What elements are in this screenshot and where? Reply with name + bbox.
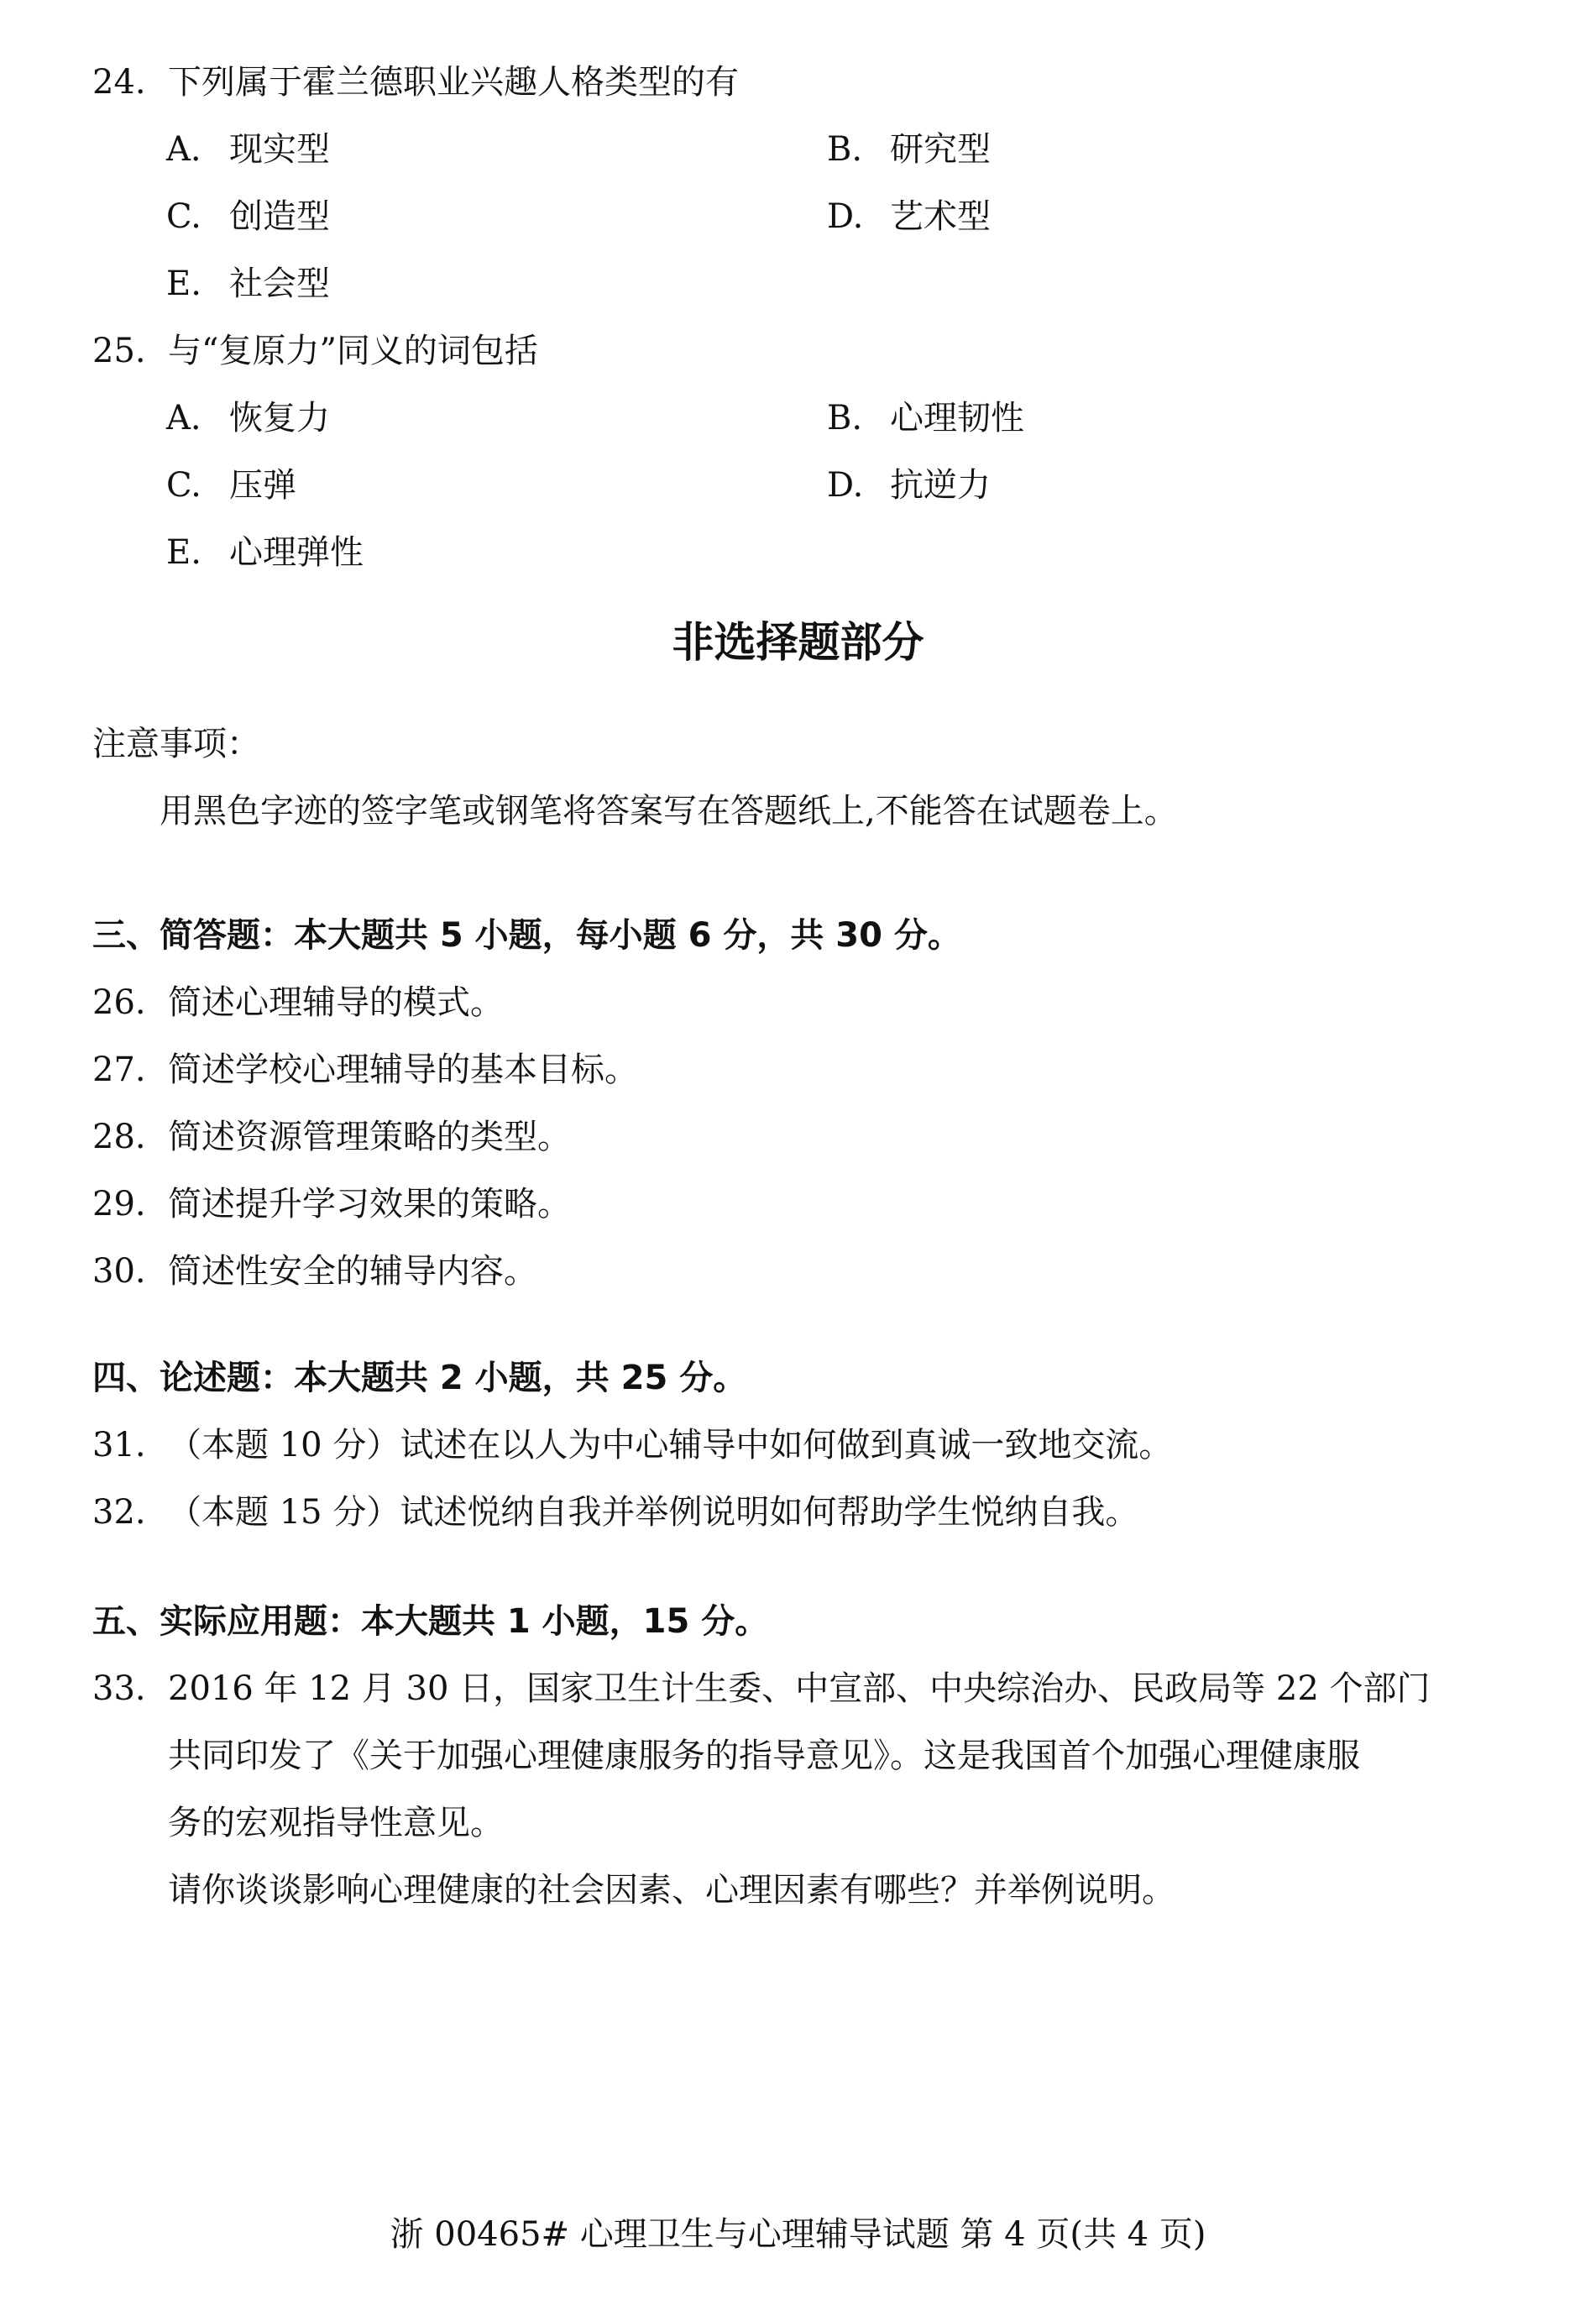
question-26	[92, 981, 504, 1024]
option-d	[827, 464, 991, 507]
option-b	[827, 396, 1024, 440]
notice-text: 用黑色字迹的签字笔或钢笔将答案写在答题纸上,不能答在试题卷上。	[160, 792, 1178, 830]
question-number: 33.	[92, 1669, 146, 1708]
question-number: 24.	[92, 63, 146, 102]
question-number: 31.	[92, 1426, 146, 1464]
option-d	[827, 195, 991, 238]
question-text: （本题 10 分）试述在以人为中心辅导中如何做到真诚一致地交流。	[168, 1426, 1173, 1464]
question-text: 下列属于霍兰德职业兴趣人格类型的有	[168, 63, 739, 102]
page-footer: 浙 00465# 心理卫生与心理辅导试题 第 4 页(共 4 页)	[390, 2215, 1206, 2254]
question-28	[92, 1115, 571, 1159]
option-e	[166, 262, 330, 306]
option-c	[166, 464, 296, 507]
option-letter: C.	[166, 466, 201, 505]
section-5-title: 五、实际应用题：本大题共 1 小题，15 分。	[92, 1602, 769, 1641]
question-29	[92, 1182, 571, 1226]
question-number: 26.	[92, 983, 146, 1022]
option-letter: A.	[166, 399, 201, 437]
question-text: 简述提升学习效果的策略。	[168, 1185, 571, 1223]
section-3-title: 三、简答题：本大题共 5 小题，每小题 6 分，共 30 分。	[92, 916, 961, 955]
question-text: 与“复原力”同义的词包括	[168, 332, 538, 370]
question-33-line-1	[92, 1667, 1431, 1711]
option-b	[827, 128, 991, 171]
option-text: 心理韧性	[890, 399, 1024, 437]
option-letter: B.	[827, 130, 863, 169]
question-25-stem	[92, 329, 538, 373]
question-33-line-2: 共同印发了《关于加强心理健康服务的指导意见》。这是我国首个加强心理健康服	[168, 1737, 1360, 1775]
question-27	[92, 1048, 638, 1092]
option-text: 研究型	[890, 130, 991, 169]
section-4-title: 四、论述题：本大题共 2 小题，共 25 分。	[92, 1359, 747, 1397]
question-text: （本题 15 分）试述悦纳自我并举例说明如何帮助学生悦纳自我。	[168, 1493, 1139, 1532]
option-letter: E.	[166, 265, 201, 303]
question-text: 2016 年 12 月 30 日，国家卫生计生委、中宣部、中央综治办、民政局等 22 个部门	[168, 1669, 1431, 1708]
question-32	[92, 1491, 1138, 1534]
question-30	[92, 1250, 537, 1293]
option-letter: B.	[827, 399, 863, 437]
question-number: 27.	[92, 1050, 146, 1089]
question-33-line-4: 请你谈谈影响心理健康的社会因素、心理因素有哪些？并举例说明。	[168, 1871, 1175, 1910]
option-text: 恢复力	[229, 399, 330, 437]
option-text: 抗逆力	[890, 466, 991, 505]
question-number: 25.	[92, 332, 146, 370]
option-letter: E.	[166, 533, 201, 572]
question-33-line-3: 务的宏观指导性意见。	[168, 1804, 504, 1842]
question-number: 32.	[92, 1493, 146, 1532]
option-text: 创造型	[229, 197, 330, 236]
option-text: 社会型	[229, 265, 330, 303]
question-24-stem	[92, 60, 739, 104]
option-letter: A.	[166, 130, 201, 169]
option-letter: C.	[166, 197, 201, 236]
question-number: 28.	[92, 1118, 146, 1156]
question-text: 简述资源管理策略的类型。	[168, 1118, 571, 1156]
option-text: 现实型	[229, 130, 330, 169]
part-title: 非选择题部分	[672, 618, 924, 667]
option-c	[166, 195, 330, 238]
question-31	[92, 1423, 1172, 1467]
option-letter: D.	[827, 466, 864, 505]
option-text: 压弹	[229, 466, 296, 505]
option-a	[166, 396, 330, 440]
question-number: 29.	[92, 1185, 146, 1223]
option-text: 艺术型	[890, 197, 991, 236]
question-text: 简述心理辅导的模式。	[168, 983, 504, 1022]
question-number: 30.	[92, 1252, 146, 1291]
notice-label: 注意事项：	[92, 725, 260, 763]
question-text: 简述学校心理辅导的基本目标。	[168, 1050, 638, 1089]
option-e	[166, 531, 364, 574]
option-letter: D.	[827, 197, 864, 236]
question-text: 简述性安全的辅导内容。	[168, 1252, 537, 1291]
option-text: 心理弹性	[229, 533, 364, 572]
option-a	[166, 128, 330, 171]
